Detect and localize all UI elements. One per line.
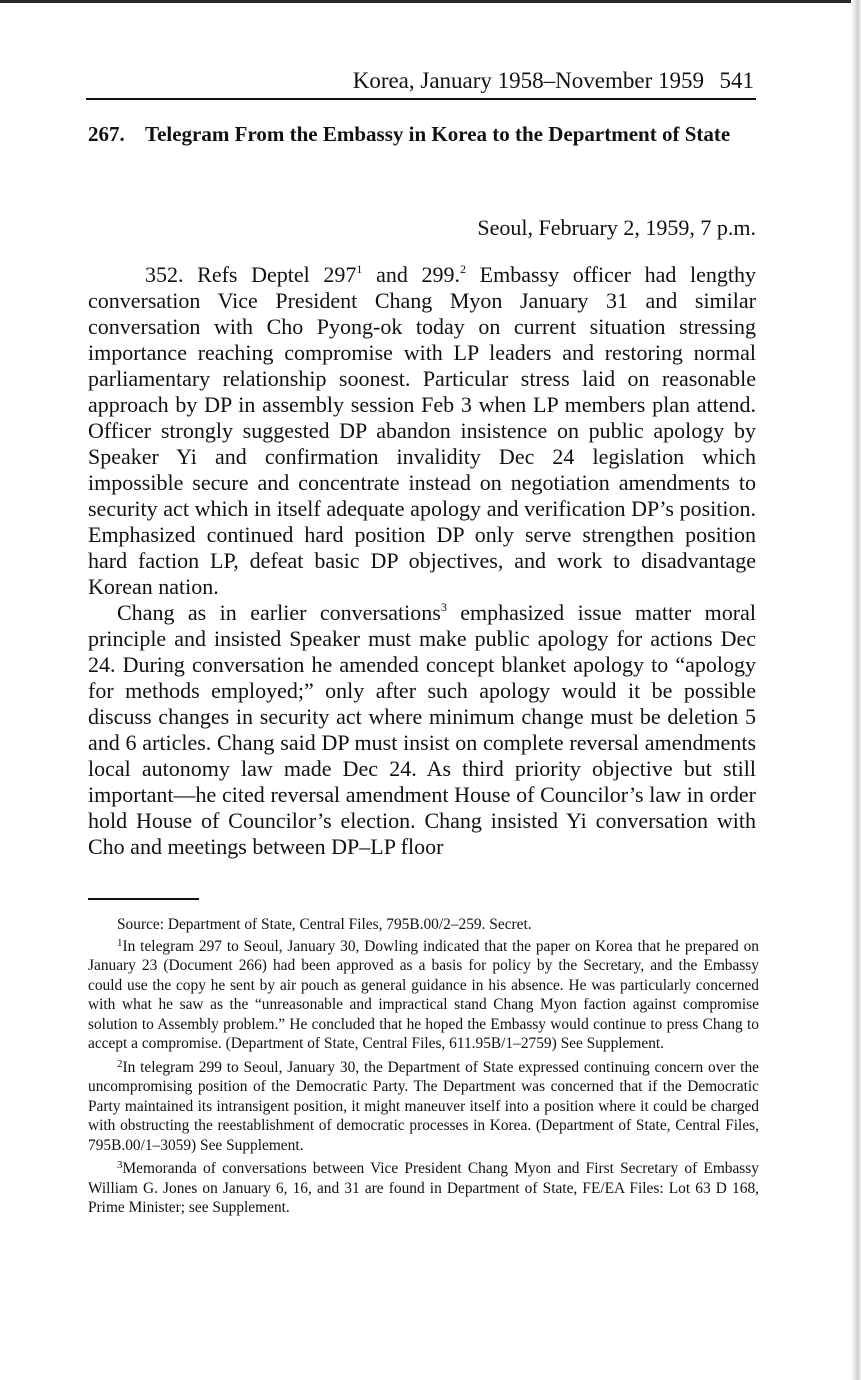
footnote-1 xyxy=(88,937,759,1054)
p1-text-a: 352. Refs Deptel 297 xyxy=(145,262,357,287)
body-paragraph-1 xyxy=(88,262,756,600)
footnote-2-text: In telegram 299 to Seoul, January 30, the Department of State expressed continuing concern over the uncompromising position of the Democratic Party. The Department was concerned that if the Democratic Party maintained its intransigent position, it might maneuver itself into a position where it could be charged with obstructing the reestablishment of democratic processes in Korea. (Department of State, Central Files, 795B.00/1–3059) See Supplement. xyxy=(88,1058,759,1154)
source-note: Source: Department of State, Central Files, 795B.00/2–259. Secret. xyxy=(117,916,532,933)
footnote-ref-2: 2 xyxy=(460,262,466,276)
footnote-2-mark: 2 xyxy=(117,1057,123,1070)
p1-text-b: and 299. xyxy=(362,262,460,287)
page-edge-shadow xyxy=(851,0,861,1380)
footnote-1-mark: 1 xyxy=(117,936,123,949)
footnote-2 xyxy=(88,1058,759,1156)
document-number: 267. xyxy=(88,122,125,146)
page-top-border xyxy=(0,0,861,3)
footnote-3-text: Memoranda of conversations between Vice President Chang Myon and First Secretary of Embassy William G. Jones on January 6, 16, and 31 are found in Department of State, FE/EA Files: Lot 63 D 168, Prime Minister; see Supplement. xyxy=(88,1160,759,1216)
footnote-3 xyxy=(88,1159,759,1218)
running-head-title: Korea, January 1958–November 1959 xyxy=(352,68,704,93)
p1-text-c: Embassy officer had lengthy conversation Vice President Chang Myon January 31 and similar conversation with Cho Pyong-ok today on current situation stressing importance reaching compromise with LP leaders and restoring normal parliamentary relationship soonest. Particular stress laid on reasonable approach by DP in assembly session Feb 3 when LP members plan attend. Officer strongly suggested DP abandon insistence on public apology by Speaker Yi and confirmation invalidity Dec 24 legislation which impossible secure and concentrate instead on negotiation amendments to security act which in itself adequate apology and verification DP’s position. Emphasized continued hard position DP only serve strengthen position hard faction LP, defeat basic DP objectives, and work to disadvantage Korean nation. xyxy=(88,262,757,599)
running-head xyxy=(86,66,756,100)
body-paragraph-2 xyxy=(88,600,756,860)
footnote-ref-1: 1 xyxy=(356,262,363,276)
p2-text-b: emphasized issue matter moral principle and insisted Speaker must make public apology for actions Dec 24. During conversation he amended concept blanket apology to “apology for methods employed;” only after such apology would it be possible discuss changes in security act where minimum change must be deletion 5 and 6 articles. Chang said DP must insist on complete reversal amendments local autonomy law made Dec 24. As third priority objective but still important—he cited reversal amendment House of Councilor’s law in order hold House of Councilor’s election. Chang insisted Yi conversation with Cho and meetings between DP–LP floor xyxy=(88,600,756,859)
footnote-ref-3: 3 xyxy=(440,600,447,614)
dateline: Seoul, February 2, 1959, 7 p.m. xyxy=(477,215,756,240)
page-number: 541 xyxy=(719,68,754,93)
footnote-1-text: In telegram 297 to Seoul, January 30, Dowling indicated that the paper on Korea that he prepared on January 23 (Document 266) had been approved as a basis for policy by the Secretary, and the Embassy could use the copy he sent by air pouch as general guidance in his absence. He was particularly concerned with what he saw as the “unreasonable and impractical stand Chang Myon faction against compromise solution to Assembly problem.” He concluded that he hoped the Embassy would continue to press Chang to accept a compromise. (Department of State, Central Files, 611.95B/1–2759) See Supplement. xyxy=(88,937,759,1052)
telegram-body xyxy=(88,262,756,860)
document-title: Telegram From the Embassy in Korea to the Department of State xyxy=(145,122,731,146)
footnotes xyxy=(88,915,759,1222)
footnote-3-mark: 3 xyxy=(117,1159,123,1171)
p2-text-a: Chang as in earlier conversations xyxy=(117,600,441,625)
footnote-rule xyxy=(88,898,199,900)
